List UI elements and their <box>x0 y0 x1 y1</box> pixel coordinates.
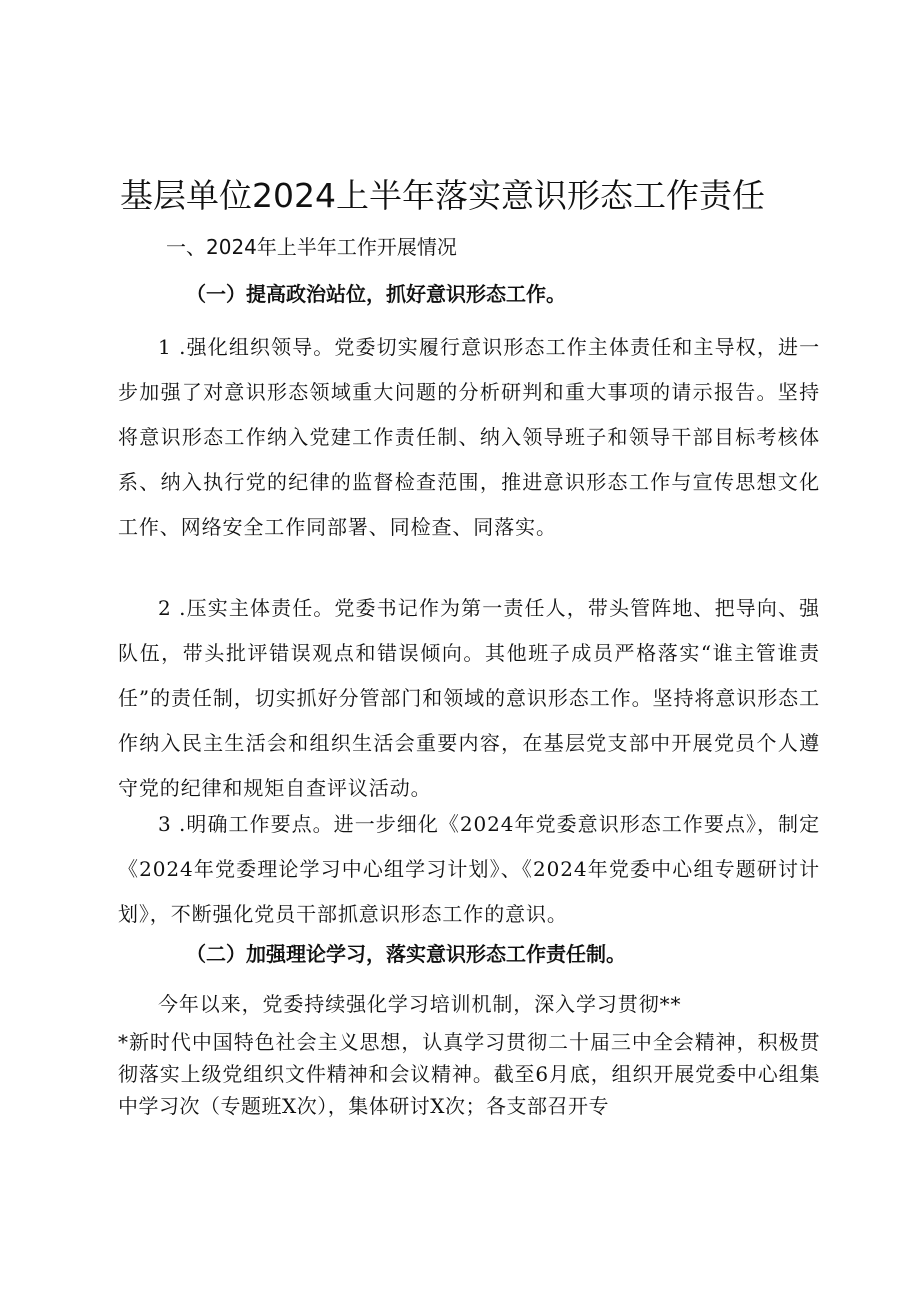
paragraph-2: 2 .压实主体责任。党委书记作为第一责任人，带头管阵地、把导向、强队伍，带头批评错误观点和错误倾向。其他班子成员严格落实“谁主管谁责任”的责任制，切实抓好分管部门和领域的意识形态工作。坚持将意识形态工作纳入民主生活会和组织生活会重要内容，在基层党支部中开展党员个人遵守党的纪律和规矩自查评议活动。 <box>118 596 820 800</box>
paragraph-4: 今年以来，党委持续强化学习培训机制，深入学习贯彻** <box>158 992 682 1016</box>
subsection-heading-1: （一）提高政治站位，抓好意识形态工作。 <box>186 282 566 306</box>
subsection-heading-2: （二）加强理论学习，落实意识形态工作责任制。 <box>186 942 626 966</box>
paragraph-1: 1 .强化组织领导。党委切实履行意识形态工作主体责任和主导权，进一步加强了对意识形态领域重大问题的分析研判和重大事项的请示报告。坚持将意识形态工作纳入党建工作责任制、纳入领导班子和领导干部目标考核体系、纳入执行党的纪律的监督检查范围，推进意识形态工作与宣传思想文化工作、网络安全工作同部署、同检查、同落实。 <box>118 335 820 539</box>
section-heading-1: 一、2024年上半年工作开展情况 <box>166 235 457 259</box>
document-title: 基层单位2024上半年落实意识形态工作责任 <box>120 176 765 215</box>
paragraph-3: 3 .明确工作要点。进一步细化《2024年党委意识形态工作要点》，制定《2024年党委理论学习中心组学习计划》、《2024年党委中心组专题研讨计划》，不断强化党员干部抓意识形态工作的意识。 <box>118 812 820 926</box>
paragraph-5: *新时代中国特色社会主义思想，认真学习贯彻二十届三中全会精神，积极贯彻落实上级党组织文件精神和会议精神。截至6月底，组织开展党委中心组集中学习次（专题班X次），集体研讨X次；各支部召开专 <box>118 1030 820 1118</box>
